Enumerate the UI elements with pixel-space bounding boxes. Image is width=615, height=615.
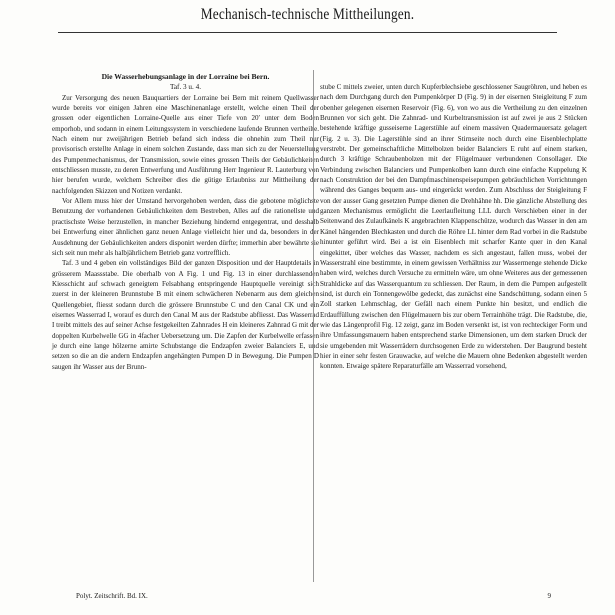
column-divider [313,70,314,582]
left-column [52,72,319,372]
journal-reference: Polyt. Zeitschrift. Bd. IX. [76,592,148,600]
page-number: 9 [547,592,551,600]
header-rule [58,32,557,33]
right-column [320,82,587,372]
plate-reference: Taf. 3 u. 4. [169,83,202,92]
running-head: Mechanisch-technische Mittheilungen. [200,6,415,23]
paragraph: Taf. 3 und 4 geben ein vollständiges Bild der ganzen Disposition und der Hauptdetails in grösserem Maassstabe. Die oberhalb von A Fig. 1 und Fig. 13 in einer durchlassenden Kiesschicht auf schwach geneigtem Felsabhang entspringende Hauptquelle vereinigt sich zuerst in der kleineren Brunnstube B mit einem schwächeren Nebenarm aus dem gleichen Quellengebiet, fliesst sodann durch die grössere Brunnstube C und den Canal CK und ein eisernes Wasserrad I, worauf es durch den Canal M aus der Radstube abfliesst. Das Wasserrad I treibt mittels des auf seiner Achse festgekeilten Zahnrades H ein kleineres Zahnrad G mit der doppelten Kurbelwelle GG in 4facher Uebersetzung um. Die Zapfen der Kurbelwelle erfassen je durch eine lange hölzerne amirte Schubstange die Endzapfen zweier Balanciers E, und setzen so die an die andern Endzapfen angehängten Pumpen D in Bewegung. Die Pumpen D saugen ihr Wasser aus der Brunn- [52,259,319,371]
paragraph: Zur Versorgung des neuen Bauquartiers der Lorraine bei Bern mit reinem Quellwasser wurde bereits vor einigen Jahren eine Maschinenanlage erstellt, welche einen Theil der grossen oder eigentlichen Lorraine-Quelle aus einer Tiefe von 20′ unter dem Boden emporhob, und sodann in einem Leitungssystem in verschiedene laufende Brunnen vertheilte. Nach einem nur zweijährigen Betrieb befand sich indess die ohnehin zum Theil nur provisorisch erstellte Anlage in einem solchen Zustande, dass man sich zu der Neuerstellung des Pumpenmechanismus, der Transmission, sowie eines grossen Theils der Gebäulichkeiten entschliessen musste, zu deren Entwerfung und Ausführung Herr Ingenieur R. Lauterburg von hier berufen wurde, welchem Schreiber dies die gütige Erlaubniss zur Mittheilung der nachfolgenden Skizzen und Notizen verdankt. [52,93,319,195]
paragraph: Vor Allem muss hier der Umstand hervorgehoben werden, dass die gebotene möglichste Benutzung der vorhandenen Gebäulichkeiten dem Bestreben, Alles auf die rationellste und practischste Weise herzustellen, in mancher Beziehung hindernd entgegentrat, und desshalb bei Entwerfung einer ähnlichen ganz neuen Anlage vielleicht hier und da, besonders in der Ausdehnung der Gebäulichkeiten anders disponirt werden dürfte; immerhin aber bewährte sie sich seit nun mehr als halbjährlichem Betrieb ganz vortrefflich. [52,197,319,257]
paragraph: stube C mittels zweier, unten durch Kupferblechsiebe geschlossener Saugröhren, und heben es nach dem Durchgang durch den Pumpenkörper D (Fig. 9) in der eisernen Steigleitung F zum obenher gelegenen eisernen Reservoir (Fig. 6), von wo aus die Vertheilung zu den einzelnen Brunnen vor sich geht. Die Zahnrad- und Kurbeltransmission ist auf zwei je aus 2 Stücken bestehende kräftige gusseiserne Lagerstühle auf einem massiven Quadermauersatz gelagert (Fig. 2 u. 3). Die Lagerstühle sind an ihrer Stirnseite noch durch eine Eisenblechplatte verstrebt. Der gemeinschaftliche Mittelbolzen beider Balanciers E ruht auf einem starken, durch 3 kräftige Schraubenbolzen mit der Flügelmauer verbundenen Consollager. Die Verbindung zwischen Balanciers und Pumpenkolben kann durch eine einfache Kuppelung K nach Construktion der bei den Dampfmaschinenspeisepumpen gebräuchlichen Vorrichtungen während des Ganges bequem aus- und eingerückt werden. Zum Abschluss der Steigleitung F von der ausser Gang gesetzten Pumpe dienen die Drehhähne hh. Die gänzliche Abstellung des ganzen Mechanismus ermöglicht die Leerlaufleitung LLL durch Verschieben einer in der Seitenwand des Zulaufkänels K angebrachten Klappenschütze, wodurch das Wasser in den am Känel hängenden Blechkasten und durch die Röhre LL hinter dem Rad vorbei in die Radstube hinunter geführt wird. Bei a ist ein Eisenblech mit scharfer Kante quer in den Kanal eingekittet, über welches das Wasser, nachdem es sich angestaut, fallen muss, wobei der Wasserstrahl eine bestimmte, in einem gewissen Verhältniss zur Wassermenge stehende Dicke haben wird, welches durch Versuche zu ermitteln wäre, um ohne Weiteres aus der gemessenen Strahldicke auf das Wasserquantum zu schliessen. Der Raum, in dem die Pumpen aufgestellt sind, ist durch ein Tonnengewölbe gedeckt, das zunächst eine Sandschüttung, sodann einen 5 Zoll starken Lehmschlag, der Gefäll nach einem Punkte hin besitzt, und endlich die Erdauffüllung zwischen den Flügelmauern bis zur obern Terrainhöhe trägt. Die Radstube, die, wie das Längenprofil Fig. 12 zeigt, ganz im Boden versenkt ist, ist von rechteckiger Form und ihre Umfassungsmauern haben entsprechend starke Dimensionen, um dem starken Druck der sie umgebenden mit Wasserrädern durchsogenen Erde zu widerstehen. Der Baugrund besteht hier in einer sehr festen Grauwacke, auf welche die Mauern ohne Bedenken abgestellt werden konnten. Etwaige spätere Reparaturfälle am Wasserrad vorsehend, [320,83,587,371]
article-title: Die Wasserhebungsanlage in der Lorraine bei Bern. [101,72,270,81]
